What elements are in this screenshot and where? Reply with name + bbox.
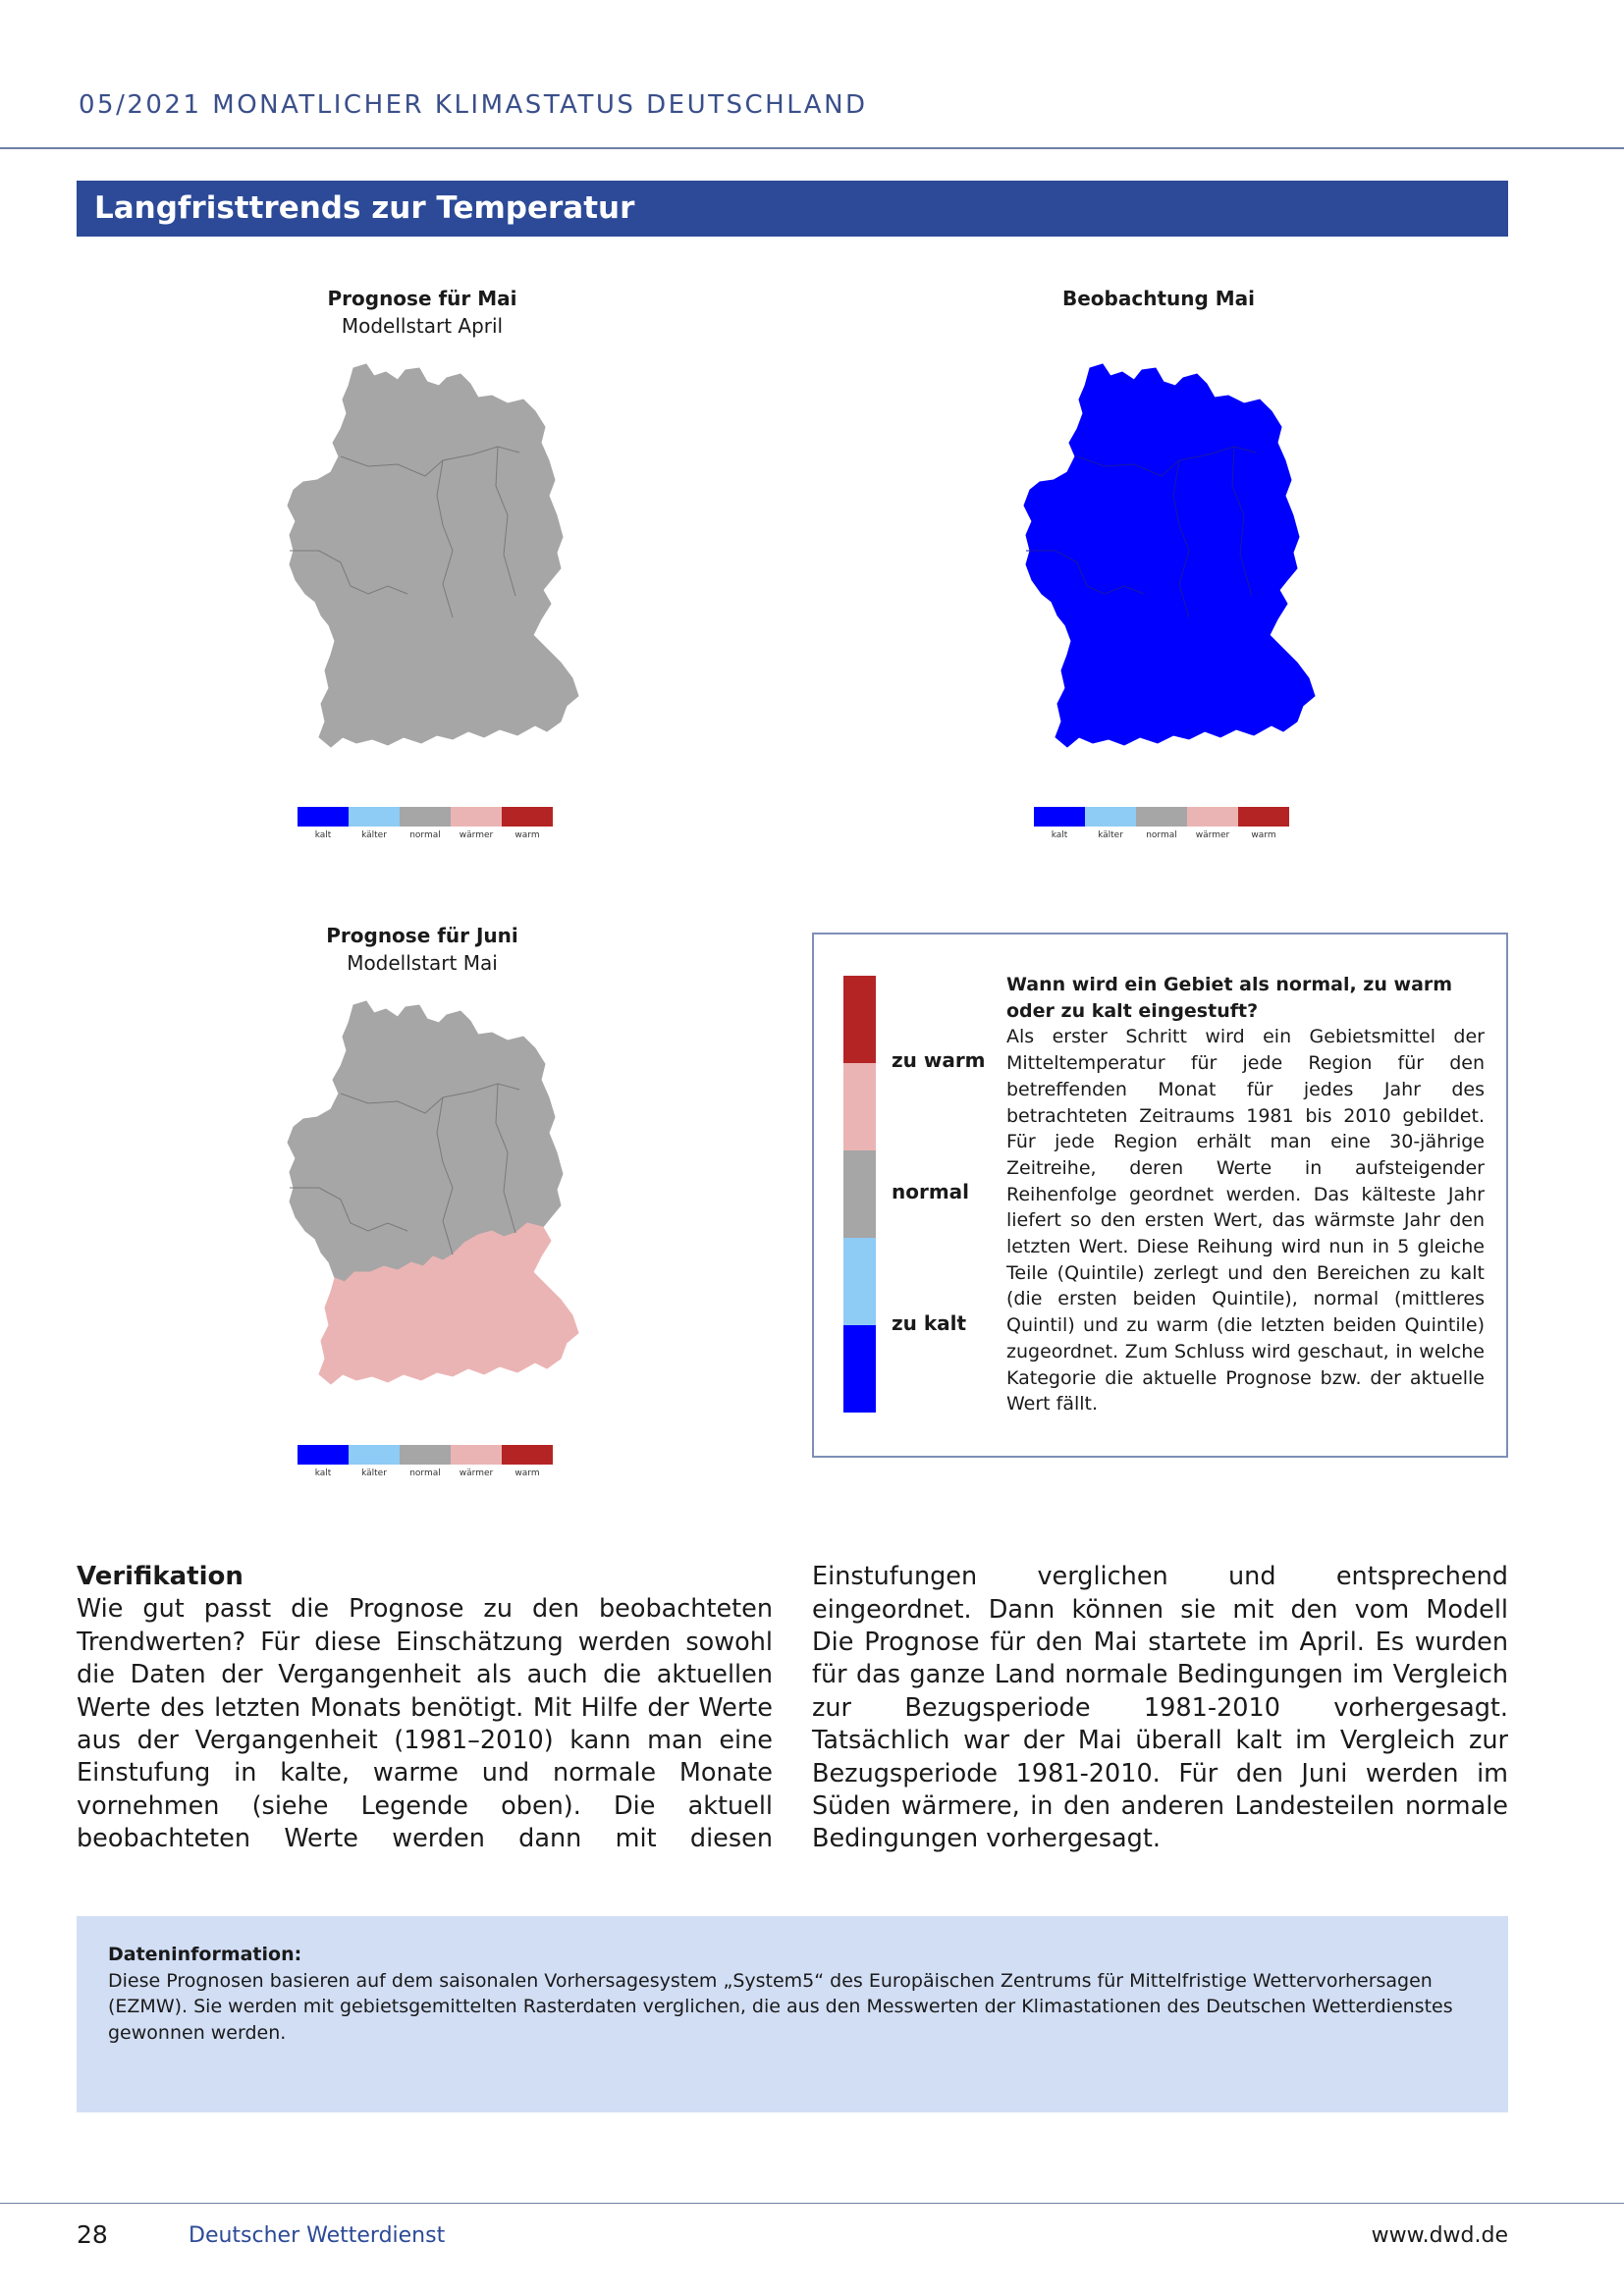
map-subtitle: Modellstart April — [341, 314, 504, 338]
header-divider — [0, 147, 1624, 149]
legend-item-waermer — [451, 807, 502, 840]
data-info-heading: Dateninformation: — [108, 1944, 302, 1965]
legend-item-kalt — [298, 1445, 349, 1478]
verification-column-left — [77, 1561, 773, 1855]
map-title: Beobachtung Mai — [1061, 287, 1256, 310]
legend-item-normal — [1136, 807, 1187, 840]
legend-label: wärmer — [459, 1468, 494, 1478]
legend-item-kaelter — [1085, 807, 1136, 840]
legend-swatch — [1085, 807, 1136, 827]
legend-swatch — [451, 1445, 502, 1465]
legend-label: kälter — [1098, 830, 1123, 840]
label-zu-warm: zu warm — [892, 1048, 986, 1072]
footer-divider — [0, 2203, 1624, 2204]
info-heading: Wann wird ein Gebiet als normal, zu warm oder zu kalt eingestuft? — [1006, 974, 1453, 1022]
section-title: Langfristtrends zur Temperatur — [77, 181, 1508, 237]
info-body: Als erster Schritt wird ein Gebietsmittel der Mitteltemperatur für jede Region für den betreffenden Monat für jedes Jahr des betrachteten Zeitraums 1981 bis 2010 gebildet. Für jede Region erhält man eine 30-jährige Zeitreihe, deren Werte in aufsteigender Reihenfolge geordnet werden. Das kälteste Jahr liefert so den ersten Wert, das wärmste Jahr den letzten Wert. Diese Reihung wird nun in 5 gleiche Teile (Quintile) zerlegt und den Bereichen zu kalt (die ersten beiden Quintile), normal (mittleres Quintil) und zu warm (die letzten beiden Quintile) zugeordnet. Zum Schluss wird geschaut, in welche Kategorie die aktuelle Prognose bzw. der aktuelle Wert fällt. — [1006, 1026, 1485, 1415]
legend-item-normal — [400, 1445, 451, 1478]
verification-column-right — [812, 1561, 1508, 1856]
legend-label: warm — [1251, 830, 1276, 840]
info-text — [1006, 972, 1485, 1417]
legend-label: wärmer — [459, 830, 494, 840]
legend-item-kalt — [1034, 807, 1085, 840]
legend-label: normal — [409, 1468, 441, 1478]
legend-item-warm — [502, 807, 553, 840]
legend-label: kalt — [1051, 830, 1068, 840]
legend-swatch — [298, 1445, 349, 1465]
map-legend — [298, 807, 553, 840]
legend-label: warm — [514, 830, 540, 840]
legend-swatch — [451, 807, 502, 827]
map-forecast-june — [275, 922, 569, 977]
classification-info-box — [812, 933, 1508, 1458]
label-normal: normal — [892, 1180, 970, 1203]
legend-item-warm — [502, 1445, 553, 1478]
verification-paragraph-1-continued: Einstufungen verglichen und entsprechend eingeordnet. Dann können sie mit den vom Modell — [812, 1562, 1508, 1625]
legend-item-normal — [400, 807, 451, 840]
map-title: Prognose für Mai — [327, 287, 517, 310]
legend-item-kaelter — [349, 807, 400, 840]
footer-organization: Deutscher Wetterdienst — [189, 2223, 446, 2248]
legend-swatch — [400, 807, 451, 827]
scale-segment-normal — [843, 1150, 876, 1238]
legend-item-waermer — [451, 1445, 502, 1478]
scale-segment-kalt — [843, 1325, 876, 1413]
legend-swatch — [502, 1445, 553, 1465]
verification-paragraph-1: Wie gut passt die Prognose zu den beobachteten Trendwerten? Für diese Einschätzung werden sowohl die Daten der Vergangenheit als auch die aktuellen Werte des letzten Monats benötigt. Mit Hilfe der Werte aus der Vergangenheit (1981–2010) kann man eine Einstufung in kalte, warme und normale Monate vornehmen (siehe Legende oben). Die aktuell beobachteten Werte werden dann mit diesen — [77, 1594, 773, 1854]
data-info-text: Diese Prognosen basieren auf dem saisonalen Vorhersagesystem „System5“ des Europäischen Zentrums für Mittelfristige Wettervorhersagen (EZMW). Sie werden mit gebietsgemittelten Rasterdaten verglichen, die aus den Messwerten der Klimastationen des Deutschen Wetterdienstes gewonnen werden. — [108, 1969, 1453, 2044]
page-number: 28 — [77, 2220, 108, 2249]
legend-item-warm — [1238, 807, 1289, 840]
legend-swatch — [1187, 807, 1238, 827]
verification-paragraph-2: Die Prognose für den Mai startete im April. Es wurden für das ganze Land normale Bedingungen im Vergleich zur Bezugsperiode 1981-2010 vorhergesagt. Tatsächlich war der Mai überall kalt im Vergleich zur Bezugsperiode 1981-2010. Für den Juni werden im Süden wärmere, in den anderen Landesteilen normale Bedingungen vorhergesagt. — [812, 1628, 1508, 1854]
germany-map-observation-may — [987, 358, 1340, 800]
footer-url: www.dwd.de — [1371, 2223, 1508, 2248]
legend-swatch — [349, 1445, 400, 1465]
legend-label: normal — [1146, 830, 1177, 840]
germany-map-forecast-may — [250, 358, 604, 800]
legend-label: kalt — [314, 830, 332, 840]
legend-swatch — [400, 1445, 451, 1465]
legend-label: kälter — [361, 830, 387, 840]
legend-label: normal — [409, 830, 441, 840]
legend-swatch — [1238, 807, 1289, 827]
legend-swatch — [1034, 807, 1085, 827]
verification-heading: Verifikation — [77, 1562, 244, 1591]
map-observation-may — [1011, 285, 1306, 312]
header-title: 05/2021 MONATLICHER KLIMASTATUS DEUTSCHLAND — [79, 90, 868, 120]
data-information-box — [77, 1916, 1508, 2112]
legend-item-kalt — [298, 807, 349, 840]
scale-segment-warm — [843, 976, 876, 1063]
germany-map-forecast-june — [250, 995, 604, 1437]
legend-swatch — [298, 807, 349, 827]
label-zu-kalt: zu kalt — [892, 1311, 967, 1335]
scale-segment-waermer — [843, 1063, 876, 1150]
legend-swatch — [349, 807, 400, 827]
map-legend — [1034, 807, 1289, 840]
map-forecast-may — [275, 285, 569, 340]
scale-segment-kaelter — [843, 1238, 876, 1325]
legend-item-kaelter — [349, 1445, 400, 1478]
legend-swatch — [502, 807, 553, 827]
legend-label: wärmer — [1195, 830, 1230, 840]
legend-label: kälter — [361, 1468, 387, 1478]
legend-label: kalt — [314, 1468, 332, 1478]
map-legend — [298, 1445, 553, 1478]
map-subtitle: Modellstart Mai — [347, 951, 498, 975]
map-title: Prognose für Juni — [326, 924, 518, 947]
legend-item-waermer — [1187, 807, 1238, 840]
legend-label: warm — [514, 1468, 540, 1478]
legend-swatch — [1136, 807, 1187, 827]
category-scale-bar — [843, 976, 876, 1413]
